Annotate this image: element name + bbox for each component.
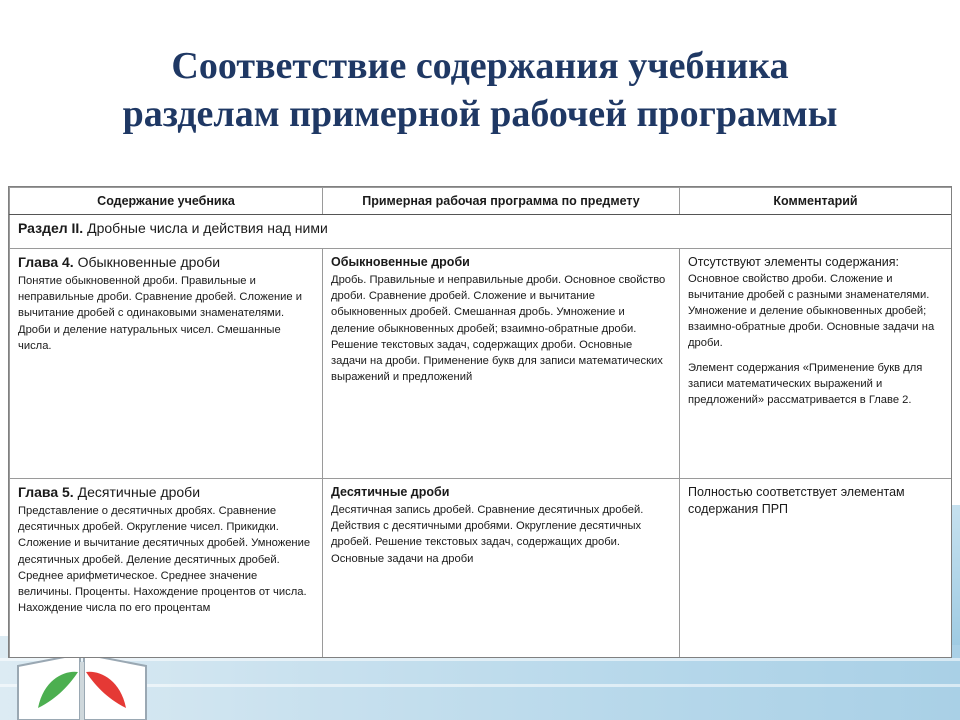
chapter-label: Глава 5. (18, 484, 74, 500)
chapter-body: Представление о десятичных дробях. Сравнение десятичных дробей. Округление чисел. Прикидки. Сложение и вычитание десятичных дробей. Умножение десятичных дробей. Деление десятичных дробей. Среднее арифметическое. Среднее значение величины. Проценты. Нахождение процентов от числа. Нахождение числа по его процентам (18, 505, 311, 615)
header-textbook-content: Содержание учебника (10, 188, 323, 215)
comment-head: Полностью соответствует элементам содержания ПРП (688, 485, 905, 516)
chapter-body: Понятие обыкновенной дроби. Правильные и неправильные дроби. Сравнение дробей. Сложение и вычитание дробей с одинаковыми знаменателями. Дроби и деление натуральных чисел. Смешанные числа. (18, 275, 302, 352)
program-body: Дробь. Правильные и неправильные дроби. Основное свойство дроби. Сравнение дробей. Сложение и вычитание обыкновенных дробей. Смешанная дробь. Умножение и деление обыкновенных дробей; взаимно-обратные дроби. Решение текстовых задач, содержащих дроби. Основные задачи на дроби. Применение букв для записи математических выражений и предложений (331, 274, 666, 384)
section-cell (10, 215, 952, 249)
program-title: Десятичные дроби (331, 485, 450, 499)
chapter-title: Десятичные дроби (73, 484, 201, 500)
textbook-cell (10, 479, 323, 659)
comment-body: Основное свойство дроби. Сложение и вычитание дробей с разными знаменателями. Умножение и деление обыкновенных дробей; взаимно-обратные дроби. Основные задачи на дроби. (688, 272, 935, 350)
comment-note: Элемент содержания «Применение букв для записи математических выражений и предложений» рассматривается в Главе 2. (688, 361, 923, 406)
page-title (40, 42, 920, 138)
textbook-cell (10, 249, 323, 479)
section-row (10, 215, 952, 249)
title-line-2: разделам примерной рабочей программы (122, 93, 838, 135)
logo-emblem-icon (14, 648, 150, 720)
section-label: Раздел II. (18, 220, 84, 236)
comment-head: Отсутствуют элементы содержания: (688, 255, 899, 269)
program-cell (323, 249, 680, 479)
program-cell (323, 479, 680, 659)
table-header-row (10, 188, 952, 215)
title-line-1: Соответствие содержания учебника (171, 45, 789, 87)
program-body: Десятичная запись дробей. Сравнение десятичных дробей. Действия с десятичными дробями. Округление десятичных дробей. Решение текстовых задач, содержащих дроби. Основные задачи на дроби (331, 504, 644, 565)
header-program: Примерная рабочая программа по предмету (323, 188, 680, 215)
table-row (10, 249, 952, 479)
program-title: Обыкновенные дроби (331, 255, 470, 269)
comment-cell (680, 249, 952, 479)
section-text: Дробные числа и действия над ними (83, 220, 328, 236)
comment-cell (680, 479, 952, 659)
chapter-title: Обыкновенные дроби (73, 254, 221, 270)
comparison-table (8, 186, 952, 658)
header-comment: Комментарий (680, 188, 952, 215)
table-row (10, 479, 952, 659)
chapter-label: Глава 4. (18, 254, 74, 270)
